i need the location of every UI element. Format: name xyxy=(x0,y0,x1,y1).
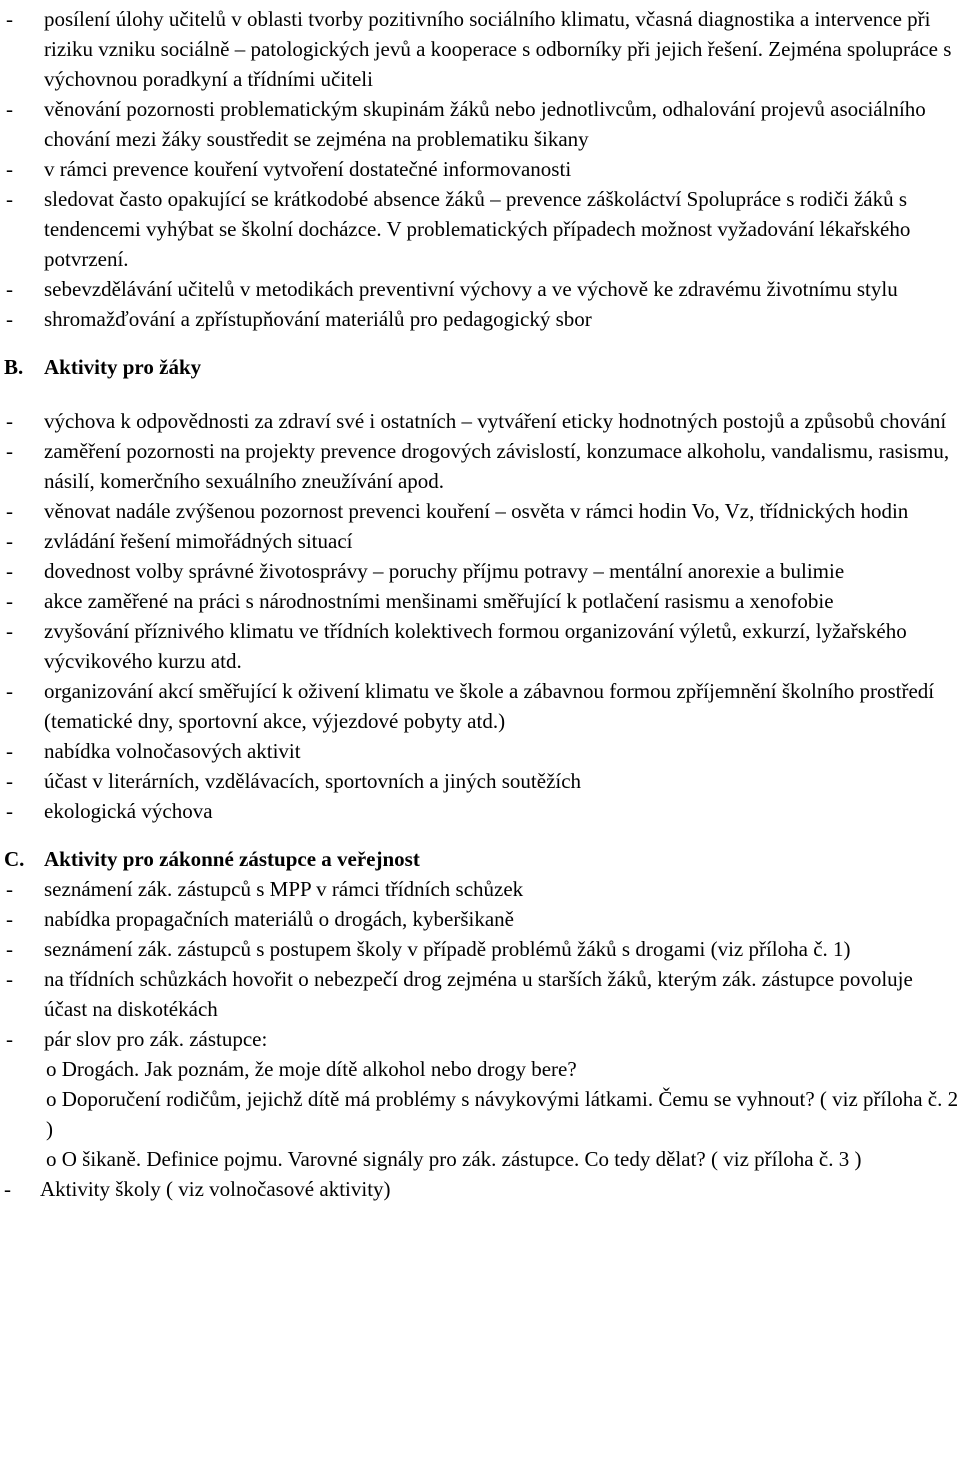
bullet-dash: - xyxy=(6,739,13,763)
section-c-title: Aktivity pro zákonné zástupce a veřejnost xyxy=(44,847,420,871)
list-item xyxy=(0,766,960,796)
section-b-heading xyxy=(0,352,960,382)
section-c-list xyxy=(0,874,960,1204)
list-item-text: dovednost volby správné životosprávy – poruchy příjmu potravy – mentální anorexie a bulimie xyxy=(44,559,845,583)
bullet-dash: - xyxy=(6,937,13,961)
list-item xyxy=(0,274,960,304)
list-item-text: účast v literárních, vzdělávacích, sportovních a jiných soutěžích xyxy=(44,769,582,793)
intro-list xyxy=(0,4,960,334)
bullet-dash: - xyxy=(6,499,13,523)
bullet-dash: - xyxy=(6,307,13,331)
bullet-dash: - xyxy=(6,769,13,793)
list-item-text: na třídních schůzkách hovořit o nebezpečí drog zejména u starších žáků, kterým zák. zástupce povoluje účast na diskotékách xyxy=(44,967,913,1021)
list-item xyxy=(0,526,960,556)
list-item-text: zvládání řešení mimořádných situací xyxy=(44,529,353,553)
section-c-letter: C. xyxy=(4,847,25,871)
sub-line: o Doporučení rodičům, jejichž dítě má problémy s návykovými látkami. Čemu se vyhnout? ( viz příloha č. 2 ) xyxy=(46,1087,959,1141)
bullet-dash: - xyxy=(6,187,13,211)
bullet-dash: - xyxy=(6,277,13,301)
list-item-text: nabídka volnočasových aktivit xyxy=(44,739,301,763)
bullet-dash: - xyxy=(6,679,13,703)
bullet-dash: - xyxy=(6,157,13,181)
bullet-dash: - xyxy=(6,907,13,931)
list-item-text: posílení úlohy učitelů v oblasti tvorby pozitivního sociálního klimatu, včasná diagnostika a intervence při riziku vzniku sociálně – patologických jevů a kooperace s odborníky při jejich řešení. Zejména spolupráce s výchovnou poradkyní a třídními učiteli xyxy=(44,7,952,91)
bullet-dash: - xyxy=(6,7,13,31)
sub-line: o Drogách. Jak poznám, že moje dítě alkohol nebo drogy bere? xyxy=(46,1057,577,1081)
list-item-text: zaměření pozornosti na projekty prevence drogových závislostí, konzumace alkoholu, vandalismu, rasismu, násilí, komerčního sexuálního zneužívání apod. xyxy=(44,439,950,493)
list-item xyxy=(0,796,960,826)
section-b-list xyxy=(0,406,960,826)
bullet-dash: - xyxy=(6,439,13,463)
list-item xyxy=(0,586,960,616)
bullet-dash: - xyxy=(4,1177,11,1201)
bullet-dash: - xyxy=(6,1027,13,1051)
list-item-text: sebevzdělávání učitelů v metodikách preventivní výchovy a ve výchově ke zdravému životnímu stylu xyxy=(44,277,898,301)
list-item-text: pár slov pro zák. zástupce: xyxy=(44,1027,268,1051)
list-item-text: akce zaměřené na práci s národnostními menšinami směřující k potlačení rasismu a xenofobie xyxy=(44,589,834,613)
bullet-dash: - xyxy=(6,97,13,121)
list-item xyxy=(0,184,960,274)
list-item-text: seznámení zák. zástupců s MPP v rámci třídních schůzek xyxy=(44,877,524,901)
list-item xyxy=(0,1174,960,1204)
list-item-text: sledovat často opakující se krátkodobé absence žáků – prevence záškoláctví Spolupráce s rodiči žáků s tendencemi vyhýbat se školní docházce. V problematických případech možnost vyžadování lékařského potvrzení. xyxy=(44,187,911,271)
bullet-dash: - xyxy=(6,619,13,643)
list-item-text: věnovat nadále zvýšenou pozornost prevenci kouření – osvěta v rámci hodin Vo, Vz, třídnických hodin xyxy=(44,499,909,523)
list-item xyxy=(0,4,960,94)
bullet-dash: - xyxy=(6,589,13,613)
list-item-text: v rámci prevence kouření vytvoření dostatečné informovanosti xyxy=(44,157,572,181)
list-item-text: shromažďování a zpřístupňování materiálů pro pedagogický sbor xyxy=(44,307,592,331)
list-item xyxy=(0,406,960,436)
section-c-heading xyxy=(0,844,960,874)
list-item xyxy=(0,736,960,766)
list-item xyxy=(0,154,960,184)
list-item-text: výchova k odpovědnosti za zdraví své i ostatních – vytváření eticky hodnotných postojů a způsobů chování xyxy=(44,409,947,433)
section-b-title: Aktivity pro žáky xyxy=(44,355,202,379)
list-item-text: nabídka propagačních materiálů o drogách, kyberšikaně xyxy=(44,907,514,931)
bullet-dash: - xyxy=(6,877,13,901)
list-item xyxy=(0,94,960,154)
bullet-dash: - xyxy=(6,799,13,823)
sub-line: o O šikaně. Definice pojmu. Varovné signály pro zák. zástupce. Co tedy dělat? ( viz příloha č. 3 ) xyxy=(46,1147,862,1171)
bullet-dash: - xyxy=(6,559,13,583)
bullet-dash: - xyxy=(6,967,13,991)
list-item xyxy=(0,436,960,496)
list-item xyxy=(0,904,960,934)
list-item xyxy=(0,616,960,676)
list-item-text: Aktivity školy ( viz volnočasové aktivity) xyxy=(40,1177,391,1201)
list-item-text: věnování pozornosti problematickým skupinám žáků nebo jednotlivcům, odhalování projevů asociálního chování mezi žáky soustředit se zejména na problematiku šikany xyxy=(44,97,926,151)
list-item xyxy=(0,874,960,904)
bullet-dash: - xyxy=(6,529,13,553)
list-item-text: ekologická výchova xyxy=(44,799,213,823)
list-item-text: zvyšování příznivého klimatu ve třídních kolektivech formou organizování výletů, exkurzí, lyžařského výcvikového kurzu atd. xyxy=(44,619,907,673)
list-item-text: seznámení zák. zástupců s postupem školy v případě problémů žáků s drogami (viz příloha č. 1) xyxy=(44,937,851,961)
list-item xyxy=(0,1024,960,1054)
list-item-text: organizování akcí směřující k oživení klimatu ve škole a zábavnou formou zpříjemnění školního prostředí (tematické dny, sportovní akce, výjezdové pobyty atd.) xyxy=(44,679,935,733)
list-item xyxy=(0,964,960,1024)
list-item xyxy=(0,556,960,586)
bullet-dash: - xyxy=(6,409,13,433)
section-b-letter: B. xyxy=(4,355,24,379)
list-item xyxy=(0,496,960,526)
list-item xyxy=(0,304,960,334)
list-item xyxy=(0,676,960,736)
list-item xyxy=(0,934,960,964)
